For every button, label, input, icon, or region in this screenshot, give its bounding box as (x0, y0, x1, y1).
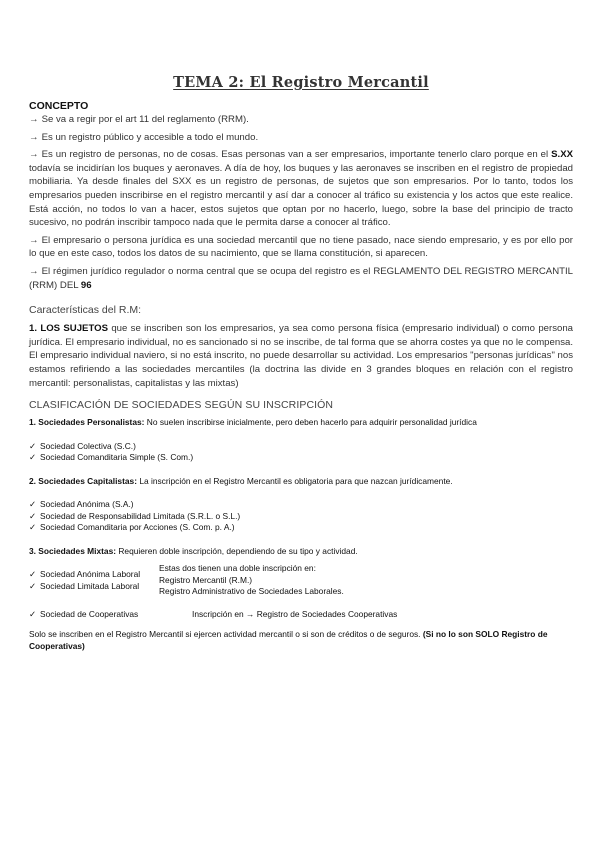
sujetos-label: 1. LOS SUJETOS (29, 323, 108, 335)
bullet-bold: S.XX (551, 149, 573, 161)
arrow-icon: → (29, 234, 39, 246)
list-item-text: Sociedad de Cooperativas (40, 608, 139, 619)
check-icon: ✓ (29, 499, 37, 510)
note-line: Estas dos tienen una doble inscripción en: (159, 563, 316, 574)
check-icon: ✓ (29, 522, 37, 533)
bullet-text: todavía se incidirían los buques y aeronaves. A día de hoy, los buques y las aeronaves se inscriben en el registro de propiedad mobiliaria. Ya desde finales del SXX es un registro de personas, de sujetos que son empresarios. Por lo tanto, todos los empresarios pueden inscribirse en el registro mercantil y así dar a conocer al tráfico su existencia y los actos que este realice. Está acción, no todos lo van a hacer, estos sujetos que optan por no hacerlo, luego, sobre la base del principio de tracto sucesivo, no podrán inscribir tampoco nada que le permita darse a conocer al tráfico. (29, 162, 573, 229)
clasificacion-block (29, 417, 573, 652)
concepto-bullet-5 (29, 265, 573, 292)
concepto-bullet-4 (29, 234, 573, 261)
document-page (29, 74, 573, 652)
check-icon: ✓ (29, 440, 37, 451)
concepto-bullet-2 (29, 131, 573, 145)
capitalistas-text: La inscripción en el Registro Mercantil es obligatoria para que nazcan jurídicamente. (137, 475, 453, 486)
note-line: Registro Administrativo de Sociedades Laborales. (159, 586, 344, 597)
list-item (29, 452, 573, 464)
final-note (29, 629, 564, 652)
mixtas-line (29, 546, 573, 558)
arrow-icon: → (29, 149, 39, 161)
laborales-note (159, 563, 344, 598)
arrow-icon: → (29, 131, 39, 143)
caracteristicas-paragraph (29, 322, 573, 390)
list-item-text: Sociedad Anónima (S.A.) (40, 499, 134, 510)
list-item (29, 511, 573, 523)
page-title (29, 74, 573, 91)
list-item (29, 569, 159, 581)
capitalistas-line (29, 476, 573, 488)
final-note-bold: (Si no lo son SOLO Registro de Cooperativas) (29, 629, 548, 651)
capitalistas-label: 2. Sociedades Capitalistas: (29, 475, 137, 486)
check-icon: ✓ (29, 452, 37, 463)
sujetos-text: que se inscriben son los empresarios, ya sea como persona física (empresario individual) o como persona jurídica. El empresario individual, no es sancionado si no se inscribe, de tal forma que se ahorra costes ya que no le compensa. El empresario individual naviero, si no está inscrito, no puede desarrollar su actividad. Los empresarios "personas jurídicas" nos estamos refiriendo a las sociedades mercantiles (la doctrina las divide en 3 grandes bloques en relación con el registro mercantil: personalistas, capitalistas y las mixtas) (29, 323, 573, 389)
clasificacion-heading: CLASIFICACIÓN DE SOCIEDADES SEGÚN SU INSCRIPCIÓN (29, 399, 334, 412)
arrow-icon: → (29, 114, 39, 125)
list-item (29, 581, 159, 593)
list-item (29, 499, 573, 511)
laborales-group (29, 563, 573, 598)
list-item-text: Sociedad Comanditaria por Acciones (S. Com. p. A.) (40, 522, 235, 533)
list-item-text: Sociedad Colectiva (S.C.) (40, 440, 136, 451)
list-item (29, 609, 192, 621)
bullet-text: El régimen jurídico regulador o norma central que se ocupa del registro es el REGLAMENTO DEL REGISTRO MERCANTIL (RRM) DEL (29, 265, 573, 291)
note-line: Registro Mercantil (R.M.) (159, 574, 253, 585)
cooperativas-note: Inscripción en → Registro de Sociedades Cooperativas (192, 608, 398, 619)
personalistas-label: 1. Sociedades Personalistas: (29, 417, 145, 428)
title-prefix: TEMA 2: (173, 74, 250, 91)
arrow-icon: → (29, 265, 39, 277)
bullet-text: El empresario o persona jurídica es una sociedad mercantil que no tiene pasado, nace siendo empresario, y es por ello por lo que en este caso, todos los datos de su nacimiento, que se llama constitución, si aparecen. (29, 234, 573, 260)
cooperativas-group (29, 609, 573, 621)
concepto-bullet-3 (29, 148, 573, 230)
caracteristicas-heading: Características del R.M: (29, 304, 142, 317)
bullet-text: Se va a regir por el art 11 del reglamento (RRM). (41, 114, 249, 125)
list-item (29, 522, 573, 534)
bullet-text: Es un registro público y accesible a todo el mundo. (41, 131, 259, 143)
mixtas-label: 3. Sociedades Mixtas: (29, 545, 117, 556)
concepto-heading: CONCEPTO (29, 100, 89, 112)
concepto-bullet-1 (29, 113, 573, 127)
check-icon: ✓ (29, 580, 37, 591)
list-item-text: Sociedad Anónima Laboral (40, 569, 141, 580)
check-icon: ✓ (29, 608, 37, 619)
check-icon: ✓ (29, 510, 37, 521)
final-note-text: Solo se inscriben en el Registro Mercantil si ejercen actividad mercantil o si son de créditos o de seguros. (29, 629, 421, 640)
title-main: El Registro Mercantil (249, 74, 429, 91)
list-item-text: Sociedad Comanditaria Simple (S. Com.) (40, 452, 194, 463)
personalistas-text: No suelen inscribirse inicialmente, pero deben hacerlo para adquirir personalidad jurídica (144, 417, 477, 428)
list-item-text: Sociedad de Responsabilidad Limitada (S.R.L. o S.L.) (40, 510, 241, 521)
bullet-bold: 96 (80, 279, 92, 291)
list-item-text: Sociedad Limitada Laboral (40, 580, 140, 591)
mixtas-text: Requieren doble inscripción, dependiendo de su tipo y actividad. (116, 545, 358, 556)
list-item (29, 441, 573, 453)
check-icon: ✓ (29, 569, 37, 580)
personalistas-line (29, 417, 573, 429)
bullet-text: Es un registro de personas, no de cosas. Esas personas van a ser empresarios, importante tenerlo claro porque en el (41, 149, 552, 161)
